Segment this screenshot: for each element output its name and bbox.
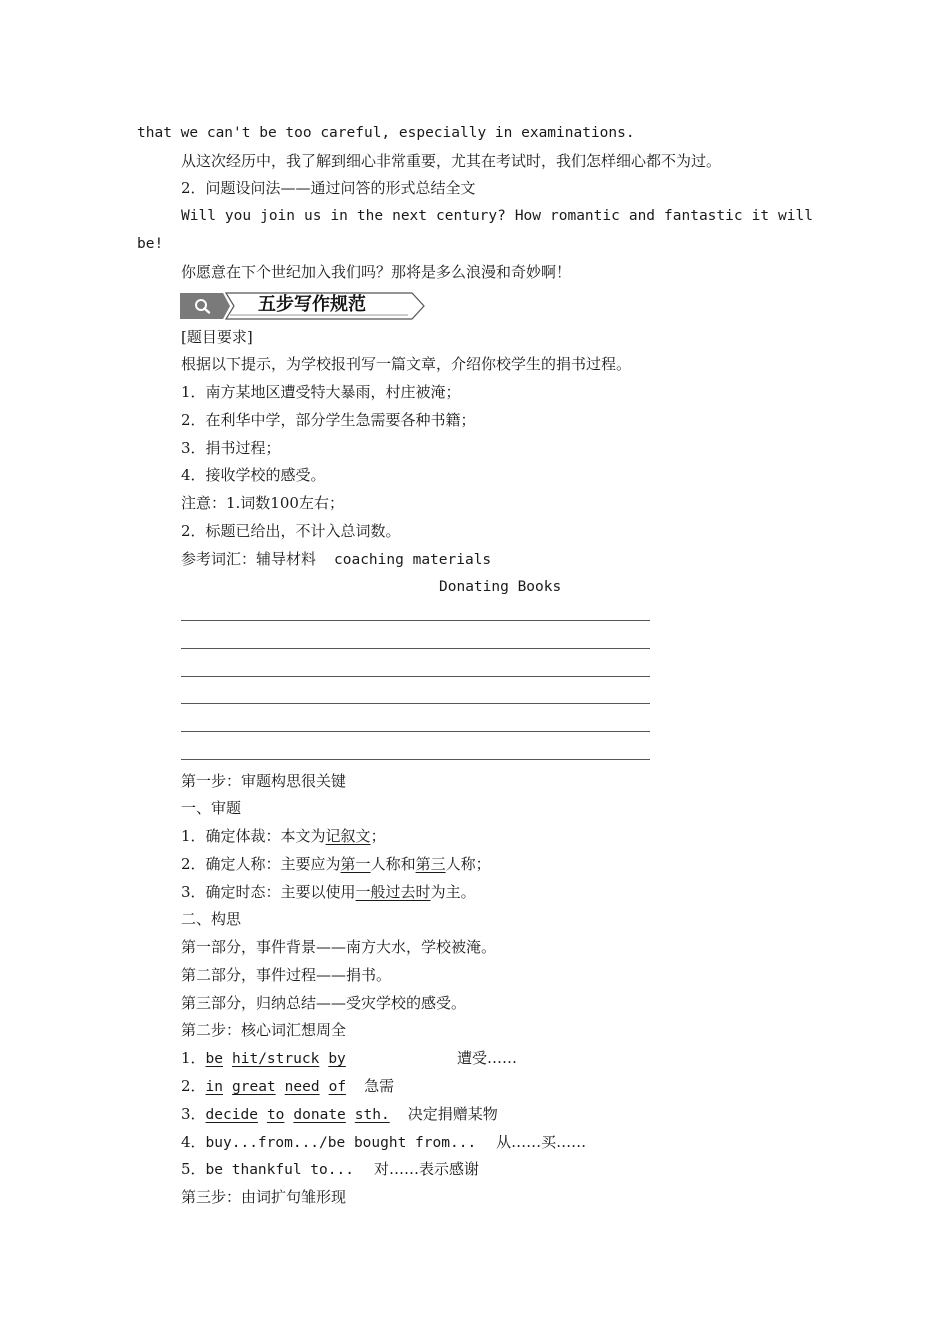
step1-sub-review: 一、审题 xyxy=(181,799,242,817)
example-word: will xyxy=(778,208,813,224)
task-point: 3．捐书过程； xyxy=(181,439,281,457)
essay-title: Donating Books xyxy=(439,579,562,595)
example-word: fantastic xyxy=(664,208,743,224)
vocab-meaning: 决定捐赠某物 xyxy=(407,1105,498,1123)
vocab-english: coaching materials xyxy=(334,552,492,568)
example-word: us xyxy=(304,208,322,224)
method-2-title: 2．问题设问法——通过问答的形式总结全文 xyxy=(181,179,476,197)
structure-part: 第二部分，事件过程——捐书。 xyxy=(181,966,392,984)
section-banner xyxy=(180,292,425,320)
example-word: in xyxy=(330,208,348,224)
step2-title: 第二步：核心词汇想周全 xyxy=(181,1021,347,1039)
task-note-word-count: 注意：1.词数100左右； xyxy=(181,494,344,512)
genre-line xyxy=(181,826,386,846)
tense-prefix: 3．确定时态：主要以使用 xyxy=(181,883,356,901)
vocab-item xyxy=(181,1104,498,1125)
writing-line xyxy=(181,648,650,649)
example-word: century? xyxy=(436,208,506,224)
example-word: you xyxy=(224,208,252,224)
vocab-item-number: 5． xyxy=(181,1160,206,1178)
vocab-phrase: be thankful to... xyxy=(205,1162,354,1178)
tense-answer: 一般过去时 xyxy=(355,883,431,901)
vocab-item xyxy=(181,1076,394,1097)
genre-prefix: 1．确定体裁：本文为 xyxy=(181,827,326,845)
step1-sub-structure: 二、构思 xyxy=(181,910,242,928)
vocab-word: donate xyxy=(293,1107,346,1123)
genre-suffix: ； xyxy=(370,827,386,845)
tense-line xyxy=(181,882,476,902)
vocab-word: in xyxy=(205,1079,224,1095)
example-sentence-end: be! xyxy=(137,236,164,252)
vocab-word: hit/struck xyxy=(232,1051,320,1067)
task-prompt: 根据以下提示，为学校报刊写一篇文章，介绍你校学生的捐书过程。 xyxy=(181,355,632,373)
example-word: Will xyxy=(181,208,216,224)
vocab-phrase: buy...from.../be bought from... xyxy=(205,1135,477,1151)
vocab-word: by xyxy=(328,1051,346,1067)
vocab-word: need xyxy=(284,1079,320,1095)
intro-english-line: that we can't be too careful, especially in examinations. xyxy=(137,125,635,141)
task-point: 4．接收学校的感受。 xyxy=(181,466,326,484)
banner-title: 五步写作规范 xyxy=(258,294,366,315)
writing-line xyxy=(181,703,650,704)
vocab-label: 参考词汇：辅导材料 xyxy=(181,550,317,568)
writing-line xyxy=(181,759,650,760)
writing-line xyxy=(181,676,650,677)
vocab-item-number: 3． xyxy=(181,1105,206,1123)
person-line xyxy=(181,854,491,874)
example-translation: 你愿意在下个世纪加入我们吗？那将是多么浪漫和奇妙啊！ xyxy=(181,263,572,281)
intro-chinese-translation: 从这次经历中，我了解到细心非常重要，尤其在考试时，我们怎样细心都不为过。 xyxy=(181,152,722,170)
structure-part: 第一部分，事件背景——南方大水，学校被淹。 xyxy=(181,938,497,956)
example-word: How xyxy=(514,208,542,224)
person-middle: 人称和 xyxy=(370,855,416,873)
task-note-title: 2．标题已给出，不计入总词数。 xyxy=(181,522,401,540)
search-icon xyxy=(194,298,212,314)
writing-line xyxy=(181,731,650,732)
person-answer-1: 第一 xyxy=(340,855,371,873)
step3-title: 第三步：由词扩句雏形现 xyxy=(181,1188,347,1206)
genre-answer: 记叙文 xyxy=(325,827,371,845)
vocab-word: to xyxy=(266,1107,285,1123)
writing-line xyxy=(181,620,650,621)
example-word: and xyxy=(628,208,656,224)
step1-title: 第一步：审题构思很关键 xyxy=(181,772,347,790)
vocab-word: be xyxy=(205,1051,224,1067)
vocab-word: decide xyxy=(205,1107,258,1123)
vocab-item-number: 2． xyxy=(181,1077,206,1095)
vocab-meaning: 急需 xyxy=(364,1077,395,1095)
example-word: romantic xyxy=(550,208,620,224)
vocab-word: great xyxy=(232,1079,276,1095)
vocab-item-number: 4． xyxy=(181,1133,206,1151)
person-answer-2: 第三 xyxy=(415,855,446,873)
example-word: it xyxy=(751,208,770,224)
vocab-item xyxy=(181,1048,346,1069)
task-point: 2．在利华中学，部分学生急需要各种书籍； xyxy=(181,411,476,429)
example-word: the xyxy=(356,208,384,224)
vocab-meaning: 遭受…… xyxy=(457,1049,518,1067)
example-word: join xyxy=(260,208,296,224)
task-heading: [题目要求] xyxy=(181,328,253,346)
vocab-item-number: 1． xyxy=(181,1049,206,1067)
person-prefix: 2．确定人称：主要应为 xyxy=(181,855,341,873)
tense-suffix: 为主。 xyxy=(430,883,476,901)
vocab-meaning: 对……表示感谢 xyxy=(373,1160,479,1178)
structure-part: 第三部分，归纳总结——受灾学校的感受。 xyxy=(181,994,467,1012)
task-point: 1．南方某地区遭受特大暴雨，村庄被淹； xyxy=(181,383,461,401)
example-sentence-line xyxy=(181,206,813,226)
vocab-word: of xyxy=(328,1079,347,1095)
example-word: next xyxy=(392,208,428,224)
vocab-word: sth. xyxy=(354,1107,390,1123)
person-suffix: 人称； xyxy=(445,855,491,873)
reference-vocab xyxy=(181,549,491,570)
vocab-item xyxy=(181,1159,479,1180)
vocab-item xyxy=(181,1132,586,1153)
vocab-meaning: 从……买…… xyxy=(496,1133,587,1151)
